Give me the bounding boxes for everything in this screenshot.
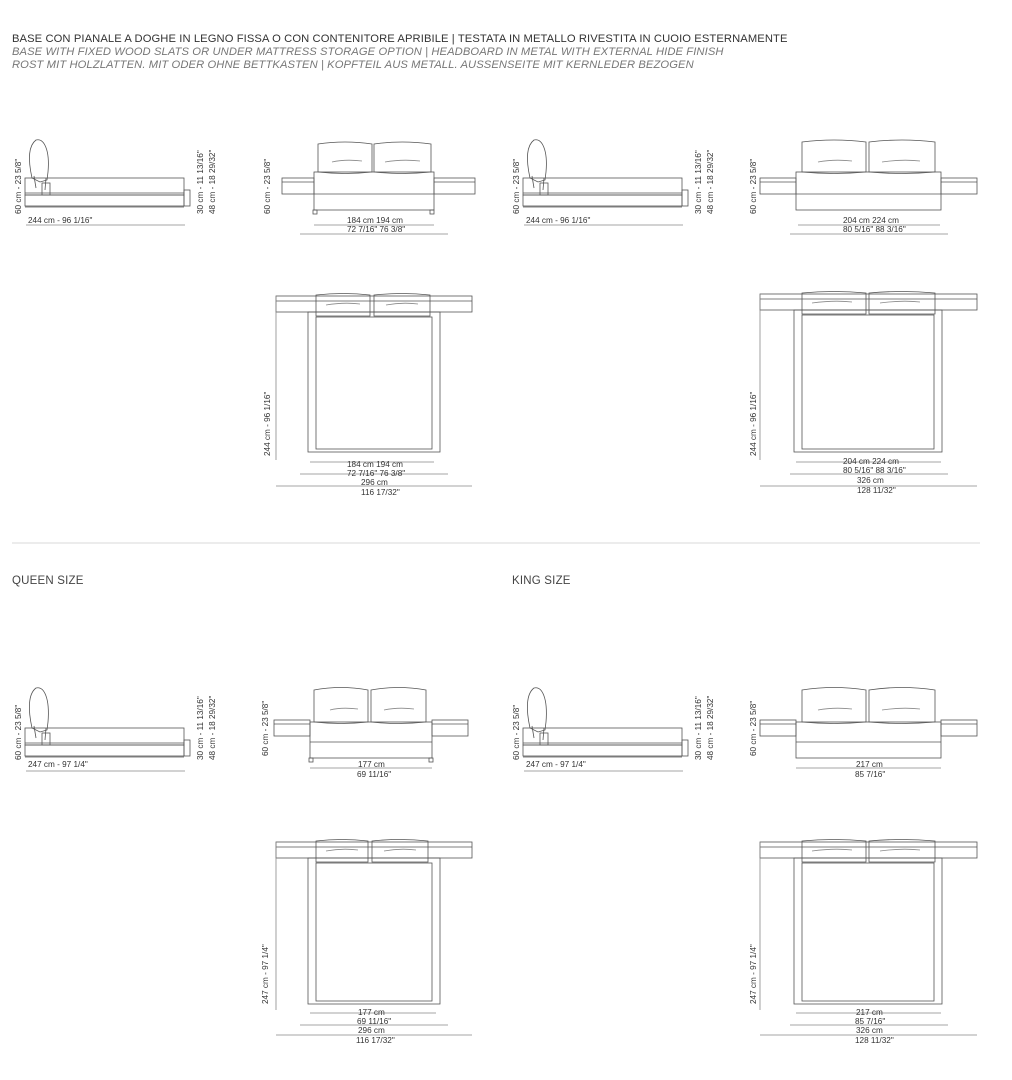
group-c-plan-view — [276, 840, 472, 1036]
c-plan-width-cm-label: 177 cm — [358, 1008, 385, 1017]
b-front-width-cm-label: 204 cm 224 cm — [843, 216, 899, 225]
a-plan-width-in-label: 72 7/16" 76 3/8" — [347, 469, 406, 478]
b-plan-total-cm-label: 326 cm — [857, 476, 884, 485]
c-front-width-cm-label: 177 cm — [358, 760, 385, 769]
c-plan-total-in-label: 116 17/32" — [356, 1036, 395, 1045]
d-plan-total-cm-label: 326 cm — [856, 1026, 883, 1035]
d-plan-total-in-label: 128 11/32" — [855, 1036, 894, 1045]
d-plan-width-cm-label: 217 cm — [856, 1008, 883, 1017]
group-a-side-view — [25, 140, 190, 225]
d-side-h3-label: 48 cm - 18 29/32" — [706, 695, 715, 760]
c-side-length-label: 247 cm - 97 1/4" — [28, 760, 88, 769]
b-front-height-label: 60 cm - 23 5/8" — [749, 158, 758, 214]
d-front-width-cm-label: 217 cm — [856, 760, 883, 769]
b-plan-width-cm-label: 204 cm 224 cm — [843, 457, 899, 466]
a-plan-width-cm-label: 184 cm 194 cm — [347, 460, 403, 469]
b-side-length-label: 244 cm - 96 1/16" — [526, 216, 591, 225]
d-plan-width-in-label: 85 7/16" — [855, 1017, 886, 1026]
d-front-width-in-label: 85 7/16" — [855, 770, 886, 779]
header-line-italian: BASE CON PIANALE A DOGHE IN LEGNO FISSA O CON CONTENITORE APRIBILE | TESTATA IN METALLO RIVESTITA IN CUOIO ESTERNAMENTE — [12, 33, 788, 45]
b-side-height-label: 60 cm - 23 5/8" — [512, 158, 521, 214]
c-plan-total-cm-label: 296 cm — [358, 1026, 385, 1035]
group-b-side-view — [523, 140, 688, 225]
d-side-height-label: 60 cm - 23 5/8" — [512, 704, 521, 760]
a-plan-length-label: 244 cm - 96 1/16" — [263, 391, 272, 456]
b-side-h3-label: 48 cm - 18 29/32" — [706, 149, 715, 214]
c-side-h2-label: 30 cm - 11 13/16" — [196, 696, 205, 760]
a-side-h2-label: 30 cm - 11 13/16" — [196, 150, 205, 214]
a-plan-total-cm-label: 296 cm — [361, 478, 388, 487]
a-side-length-label: 244 cm - 96 1/16" — [28, 216, 93, 225]
group-d-front-view — [760, 688, 977, 769]
header-line-german: ROST MIT HOLZLATTEN. MIT ODER OHNE BETTKASTEN | KOPFTEIL AUS METALL. AUSSENSEITE MIT KERNLEDER BEZOGEN — [12, 59, 694, 71]
group-c-front-view — [274, 688, 468, 769]
a-front-width-cm-label: 184 cm 194 cm — [347, 216, 403, 225]
group-a-plan-view — [276, 294, 472, 487]
group-c-side-view — [25, 688, 190, 771]
b-plan-total-in-label: 128 11/32" — [857, 486, 896, 495]
d-plan-length-label: 247 cm - 97 1/4" — [749, 944, 758, 1004]
header-line-english: BASE WITH FIXED WOOD SLATS OR UNDER MATTRESS STORAGE OPTION | HEADBOARD IN METAL WITH EXTERNAL HIDE FINISH — [12, 46, 724, 58]
d-front-height-label: 60 cm - 23 5/8" — [749, 700, 758, 756]
c-side-height-label: 60 cm - 23 5/8" — [14, 704, 23, 760]
b-side-h2-label: 30 cm - 11 13/16" — [694, 150, 703, 214]
a-front-height-label: 60 cm - 23 5/8" — [263, 158, 272, 214]
c-side-h3-label: 48 cm - 18 29/32" — [208, 695, 217, 760]
c-plan-length-label: 247 cm - 97 1/4" — [261, 944, 270, 1004]
a-front-width-in-label: 72 7/16" 76 3/8" — [347, 225, 406, 234]
b-front-width-in-label: 80 5/16" 88 3/16" — [843, 225, 906, 234]
c-plan-width-in-label: 69 11/16" — [357, 1017, 392, 1026]
c-front-height-label: 60 cm - 23 5/8" — [261, 700, 270, 756]
group-d-side-view — [523, 688, 688, 771]
a-side-height-label: 60 cm - 23 5/8" — [14, 158, 23, 214]
b-plan-length-label: 244 cm - 96 1/16" — [749, 391, 758, 456]
d-side-length-label: 247 cm - 97 1/4" — [526, 760, 586, 769]
d-side-h2-label: 30 cm - 11 13/16" — [694, 696, 703, 760]
queen-size-label: QUEEN SIZE — [12, 575, 84, 587]
group-d-plan-view — [760, 840, 977, 1036]
c-front-width-in-label: 69 11/16" — [357, 770, 392, 779]
a-plan-total-in-label: 116 17/32" — [361, 488, 400, 497]
king-size-label: KING SIZE — [512, 575, 571, 587]
b-plan-width-in-label: 80 5/16" 88 3/16" — [843, 466, 906, 475]
a-side-h3-label: 48 cm - 18 29/32" — [208, 149, 217, 214]
